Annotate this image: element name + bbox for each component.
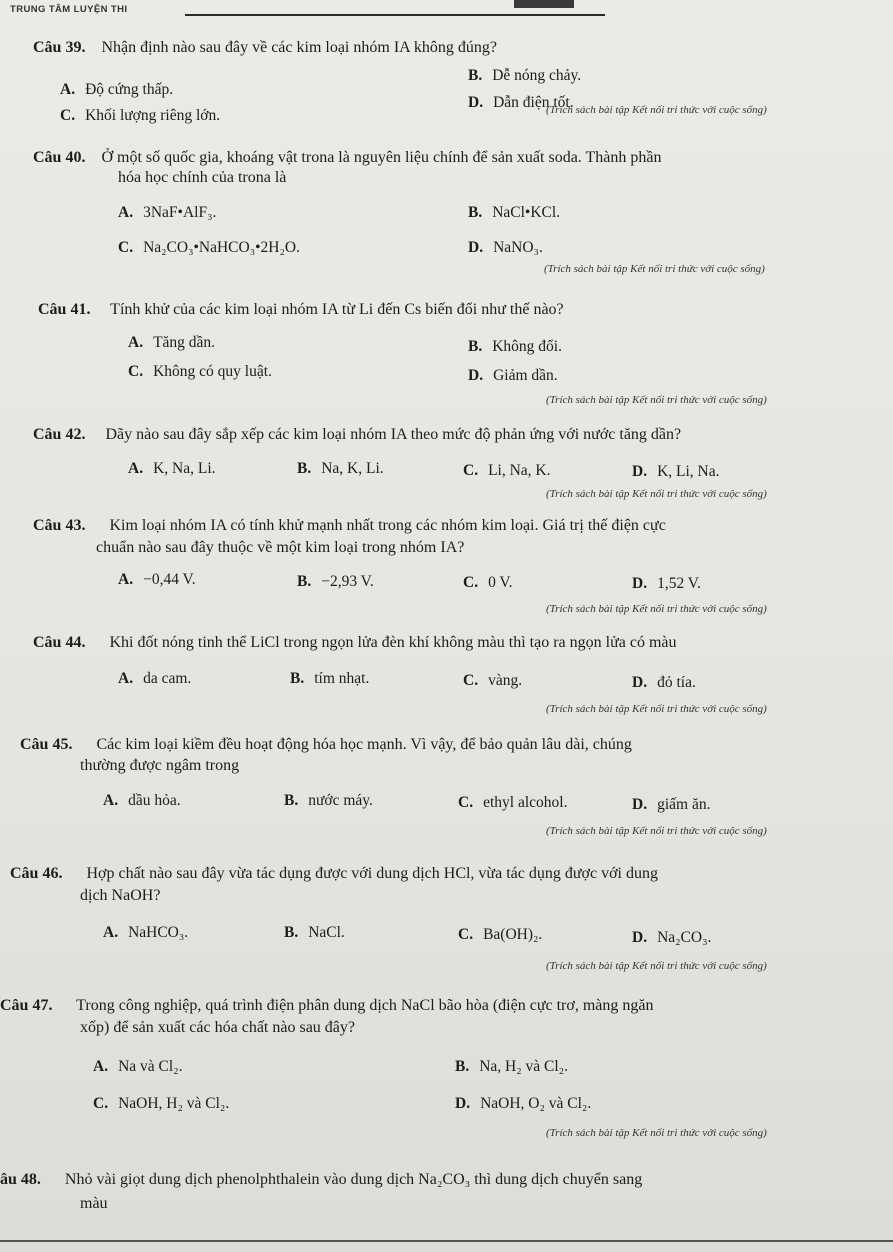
- option-a[interactable]: [118, 203, 216, 223]
- option-text: tím nhạt.: [314, 670, 370, 687]
- option-label: B.: [468, 338, 483, 355]
- option-a[interactable]: [128, 459, 216, 479]
- option-a[interactable]: [93, 1057, 182, 1077]
- question-number: Câu 41.: [38, 301, 91, 318]
- question-text: Dãy nào sau đây sắp xếp các kim loại nhóm IA theo mức độ phản ứng với nước tăng dần?: [105, 426, 682, 443]
- source-note: (Trích sách bài tập Kết nối tri thức với cuộc sống): [546, 394, 767, 406]
- option-text: Na, K, Li.: [321, 460, 384, 477]
- option-label: D.: [468, 94, 484, 111]
- option-text: Na và Cl₂.: [118, 1058, 183, 1075]
- option-label: C.: [458, 926, 474, 943]
- question-48-line2: màu: [80, 1195, 108, 1212]
- option-text: 0 V.: [488, 574, 513, 591]
- option-c[interactable]: [463, 461, 551, 481]
- question-text: Các kim loại kiềm đều hoạt động hóa học mạnh. Vì vậy, để bảo quản lâu dài, chúng: [96, 736, 632, 753]
- question-40: [33, 148, 661, 168]
- question-48: [0, 1170, 642, 1190]
- option-c[interactable]: [118, 238, 300, 258]
- option-label: B.: [455, 1058, 470, 1075]
- option-label: D.: [632, 929, 648, 946]
- option-text: NaHCO₃.: [128, 924, 189, 941]
- option-label: D.: [632, 674, 648, 691]
- question-40-line2: hóa học chính của trona là: [118, 169, 287, 186]
- question-number: Câu 43.: [33, 517, 86, 534]
- option-label: B.: [297, 460, 312, 477]
- option-text: 1,52 V.: [657, 575, 701, 592]
- option-label: B.: [284, 924, 299, 941]
- question-44: [33, 633, 677, 653]
- option-text: dầu hỏa.: [128, 792, 181, 809]
- option-b[interactable]: [468, 66, 581, 86]
- option-text: Khối lượng riêng lớn.: [85, 107, 221, 124]
- option-text: Na₂CO₃•NaHCO₃•2H₂O.: [143, 239, 300, 256]
- question-number: Câu 44.: [33, 634, 86, 651]
- option-text: Na, H₂ và Cl₂.: [479, 1058, 568, 1075]
- source-note: (Trích sách bài tập Kết nối tri thức với cuộc sống): [546, 488, 767, 500]
- option-label: C.: [463, 462, 479, 479]
- question-47-line2: xốp) để sản xuất các hóa chất nào sau đây?: [80, 1019, 355, 1036]
- source-note: (Trích sách bài tập Kết nối tri thức với cuộc sống): [546, 104, 767, 116]
- question-45: [20, 735, 632, 755]
- question-46: [10, 864, 658, 884]
- option-text: vàng.: [488, 672, 523, 689]
- option-text: da cam.: [143, 670, 192, 687]
- question-41: [38, 300, 564, 320]
- source-note: (Trích sách bài tập Kết nối tri thức với cuộc sống): [546, 703, 767, 715]
- option-d[interactable]: [632, 673, 696, 693]
- option-text: K, Na, Li.: [153, 460, 216, 477]
- option-text: Giảm dần.: [493, 367, 558, 384]
- option-text: giấm ăn.: [657, 796, 711, 813]
- option-label: A.: [103, 924, 119, 941]
- header-title: TRUNG TÂM LUYỆN THI: [10, 4, 128, 15]
- source-note: (Trích sách bài tập Kết nối tri thức với cuộc sống): [544, 263, 765, 275]
- question-number: âu 48.: [0, 1171, 41, 1188]
- option-c[interactable]: [128, 362, 272, 382]
- option-text: Ba(OH)₂.: [483, 926, 543, 943]
- option-label: A.: [128, 334, 144, 351]
- option-label: B.: [284, 792, 299, 809]
- option-c[interactable]: [93, 1094, 229, 1114]
- option-label: A.: [118, 571, 134, 588]
- question-number: Câu 39.: [33, 39, 86, 56]
- option-label: B.: [468, 67, 483, 84]
- question-45-line2: thường được ngâm trong: [80, 757, 240, 774]
- option-d[interactable]: [468, 366, 558, 386]
- option-text: Không có quy luật.: [153, 363, 272, 380]
- option-text: Dễ nóng chảy.: [492, 67, 582, 84]
- option-label: A.: [118, 670, 134, 687]
- question-43: [33, 516, 666, 536]
- question-text: Nhỏ vài giọt dung dịch phenolphthalein vào dung dịch Na₂CO₃ thì dung dịch chuyển sang: [64, 1171, 643, 1188]
- option-text: ethyl alcohol.: [483, 794, 568, 811]
- question-number: Câu 46.: [10, 865, 63, 882]
- question-text: Khi đốt nóng tinh thể LiCl trong ngọn lửa đèn khí không màu thì tạo ra ngọn lửa có màu: [109, 634, 677, 651]
- option-label: D.: [455, 1095, 471, 1112]
- question-42: [33, 425, 681, 445]
- option-text: Li, Na, K.: [488, 462, 551, 479]
- option-text: K, Li, Na.: [657, 463, 720, 480]
- option-text: −2,93 V.: [321, 573, 374, 590]
- option-b[interactable]: [297, 572, 374, 592]
- option-b[interactable]: [468, 203, 560, 223]
- option-label: C.: [118, 239, 134, 256]
- option-label: A.: [118, 204, 134, 221]
- question-number: Câu 40.: [33, 149, 86, 166]
- option-label: A.: [128, 460, 144, 477]
- option-a[interactable]: [103, 791, 181, 811]
- option-a[interactable]: [128, 333, 215, 353]
- question-text: Trong công nghiệp, quá trình điện phân dung dịch NaCl bão hòa (điện cực trơ, màng ngăn: [76, 997, 654, 1014]
- question-43-line2: chuẩn nào sau đây thuộc về một kim loại trong nhóm IA?: [96, 539, 465, 556]
- option-b[interactable]: [455, 1057, 568, 1077]
- option-c[interactable]: [463, 671, 522, 691]
- option-a[interactable]: [118, 669, 191, 689]
- option-b[interactable]: [297, 459, 384, 479]
- source-note: (Trích sách bài tập Kết nối tri thức với cuộc sống): [546, 1127, 767, 1139]
- question-39: [33, 38, 497, 58]
- option-text: đỏ tía.: [657, 674, 696, 691]
- option-label: D.: [468, 239, 484, 256]
- option-text: nước máy.: [308, 792, 373, 809]
- question-47: [0, 996, 653, 1016]
- option-label: D.: [632, 796, 648, 813]
- option-d[interactable]: [632, 928, 711, 948]
- question-text: Nhận định nào sau đây về các kim loại nhóm IA không đúng?: [101, 39, 497, 56]
- option-d[interactable]: [632, 795, 710, 815]
- option-a[interactable]: [118, 570, 196, 590]
- option-text: NaOH, H₂ và Cl₂.: [118, 1095, 230, 1112]
- source-note: (Trích sách bài tập Kết nối tri thức với cuộc sống): [546, 603, 767, 615]
- page-bottom-rule: [0, 1240, 893, 1242]
- question-text: Kim loại nhóm IA có tính khử mạnh nhất trong các nhóm kim loại. Giá trị thế điện cực: [109, 517, 666, 534]
- option-label: D.: [632, 463, 648, 480]
- option-a[interactable]: [60, 80, 173, 100]
- option-label: B.: [290, 670, 305, 687]
- option-text: Na₂CO₃.: [657, 929, 712, 946]
- option-text: NaOH, O₂ và Cl₂.: [480, 1095, 592, 1112]
- option-d[interactable]: [632, 574, 701, 594]
- question-text: Ở một số quốc gia, khoáng vật trona là nguyên liệu chính để sản xuất soda. Thành phần: [101, 149, 662, 166]
- option-label: C.: [128, 363, 144, 380]
- option-text: NaNO₃.: [493, 239, 543, 256]
- option-label: A.: [103, 792, 119, 809]
- option-label: C.: [463, 672, 479, 689]
- option-b[interactable]: [284, 923, 345, 943]
- question-number: Câu 42.: [33, 426, 86, 443]
- option-text: 3NaF•AlF₃.: [143, 204, 217, 221]
- option-text: NaCl.: [308, 924, 345, 941]
- option-d[interactable]: [632, 462, 720, 482]
- option-d[interactable]: [468, 238, 543, 258]
- option-b[interactable]: [468, 337, 562, 357]
- question-number: Câu 47.: [0, 997, 53, 1014]
- option-text: Tăng dần.: [153, 334, 216, 351]
- header-rule: [185, 14, 605, 16]
- option-text: NaCl•KCl.: [492, 204, 561, 221]
- question-46-line2: dịch NaOH?: [80, 887, 161, 904]
- option-c[interactable]: [60, 106, 220, 126]
- option-label: D.: [468, 367, 484, 384]
- option-b[interactable]: [284, 791, 373, 811]
- option-d[interactable]: [455, 1094, 591, 1114]
- option-text: Dẫn điện tốt.: [493, 94, 574, 111]
- option-label: A.: [60, 81, 76, 98]
- question-text: Tính khử của các kim loại nhóm IA từ Li đến Cs biến đổi như thế nào?: [110, 301, 564, 318]
- header-tab: [514, 0, 574, 8]
- option-label: B.: [297, 573, 312, 590]
- source-note: (Trích sách bài tập Kết nối tri thức với cuộc sống): [546, 960, 767, 972]
- option-label: C.: [463, 574, 479, 591]
- option-text: Độ cứng thấp.: [85, 81, 174, 98]
- option-text: −0,44 V.: [143, 571, 196, 588]
- option-label: A.: [93, 1058, 109, 1075]
- option-b[interactable]: [290, 669, 369, 689]
- source-note: (Trích sách bài tập Kết nối tri thức với cuộc sống): [546, 825, 767, 837]
- option-a[interactable]: [103, 923, 188, 943]
- question-text: Hợp chất nào sau đây vừa tác dụng được với dung dịch HCl, vừa tác dụng được với dung: [86, 865, 658, 882]
- option-c[interactable]: [458, 793, 567, 813]
- option-text: Không đổi.: [492, 338, 562, 355]
- option-c[interactable]: [463, 573, 513, 593]
- option-c[interactable]: [458, 925, 542, 945]
- option-label: C.: [60, 107, 76, 124]
- question-number: Câu 45.: [20, 736, 73, 753]
- option-label: C.: [458, 794, 474, 811]
- option-label: D.: [632, 575, 648, 592]
- option-label: C.: [93, 1095, 109, 1112]
- option-label: B.: [468, 204, 483, 221]
